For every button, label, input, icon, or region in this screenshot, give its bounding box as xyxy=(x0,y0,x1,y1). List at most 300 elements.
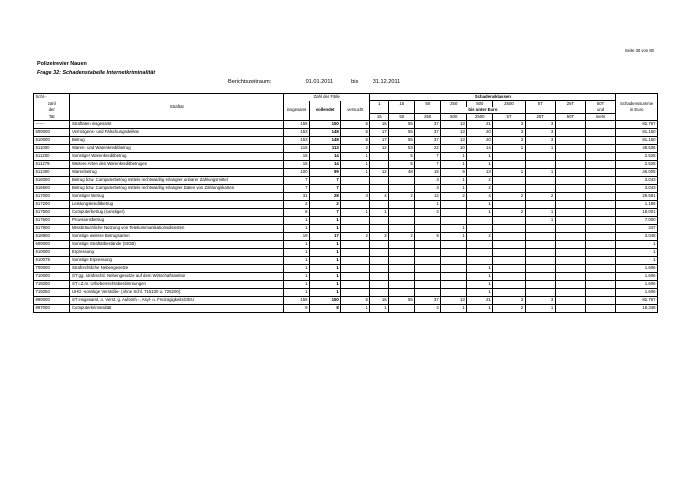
row-damage-class-9 xyxy=(586,225,616,233)
row-damage-sum: 1 xyxy=(616,249,658,257)
table-row xyxy=(34,233,658,241)
row-damage-class-7 xyxy=(525,201,555,209)
row-key: 511279 xyxy=(34,161,70,169)
row-damage-class-5: 21 xyxy=(467,297,493,305)
row-completed: 1 xyxy=(310,225,341,233)
row-damage-class-8 xyxy=(555,265,585,273)
row-attempted xyxy=(341,177,370,185)
row-damage-class-6: 2 xyxy=(493,305,525,313)
row-damage-class-8 xyxy=(555,185,585,193)
damage-table xyxy=(33,93,658,313)
row-damage-class-1 xyxy=(370,249,389,257)
row-damage-class-4 xyxy=(441,265,467,273)
table-row xyxy=(34,273,658,281)
row-attempted xyxy=(341,273,370,281)
row-damage-class-6: 3 xyxy=(493,297,525,305)
header-total: insgesamt xyxy=(284,107,310,114)
row-completed: 1 xyxy=(310,257,341,265)
row-damage-class-2 xyxy=(389,177,415,185)
row-attempted xyxy=(341,217,370,225)
row-attempted: 5 xyxy=(341,121,370,129)
row-damage-class-7: 3 xyxy=(525,129,555,137)
row-damage-class-4: 13 xyxy=(441,137,467,145)
row-damage-class-8 xyxy=(555,153,585,161)
row-damage-class-9 xyxy=(586,153,616,161)
row-damage-class-7 xyxy=(525,257,555,265)
row-attempted xyxy=(341,225,370,233)
header-sum-spacer xyxy=(616,114,658,121)
row-damage-sum: 81.160 xyxy=(616,137,658,145)
header-damage-classes: Schadensklassen xyxy=(370,94,616,101)
row-damage-class-7 xyxy=(525,161,555,169)
row-completed: 1 xyxy=(310,217,341,225)
row-damage-class-6 xyxy=(493,289,525,297)
row-damage-sum: 1 xyxy=(616,257,658,265)
row-key: 715000 xyxy=(34,281,70,289)
table-row xyxy=(34,137,658,145)
row-attempted xyxy=(341,265,370,273)
table-row xyxy=(34,193,658,201)
row-damage-class-5: 20 xyxy=(467,137,493,145)
row-key: 610000 xyxy=(34,249,70,257)
row-damage-class-3: 7 xyxy=(415,161,441,169)
row-total: 1 xyxy=(284,257,310,265)
row-key: 511300 xyxy=(34,169,70,177)
row-damage-class-9 xyxy=(586,129,616,137)
row-damage-sum: 1.606 xyxy=(616,281,658,289)
organization-name: Polizeirevier Nauen xyxy=(37,61,87,67)
row-damage-class-2 xyxy=(389,217,415,225)
row-damage-class-5: 1 xyxy=(467,201,493,209)
header-upper-8: 50T xyxy=(555,114,585,121)
row-damage-class-4: 1 xyxy=(441,153,467,161)
row-total: 153 xyxy=(284,137,310,145)
row-damage-class-1 xyxy=(370,281,389,289)
header-und: und xyxy=(586,107,616,114)
row-damage-class-4: 10 xyxy=(441,145,467,153)
row-damage-class-1 xyxy=(370,257,389,265)
row-damage-class-5: 20 xyxy=(467,129,493,137)
row-offense: Missbräuchliche Nutzung von Telekommunikationsdiensten xyxy=(70,225,284,233)
table-row xyxy=(34,249,658,257)
table-row xyxy=(34,185,658,193)
row-damage-class-5: 2 xyxy=(467,185,493,193)
header-sum-line3: in Euro xyxy=(616,107,658,114)
header-lower-3: 50 xyxy=(415,101,441,108)
row-damage-sum: 3.043 xyxy=(616,185,658,193)
row-damage-class-2: 55 xyxy=(389,129,415,137)
row-damage-class-4 xyxy=(441,281,467,289)
row-damage-class-5: 1 xyxy=(467,153,493,161)
row-damage-class-6 xyxy=(493,241,525,249)
row-damage-class-9 xyxy=(586,257,616,265)
row-damage-class-5: 13 xyxy=(467,169,493,177)
row-damage-class-3: 15 xyxy=(415,169,441,177)
row-total: 15 xyxy=(284,161,310,169)
row-completed: 99 xyxy=(310,169,341,177)
header-total-spacer xyxy=(284,114,310,121)
row-damage-sum: 1.606 xyxy=(616,289,658,297)
row-offense: Strafrechtliche Nebengesetze xyxy=(70,265,284,273)
row-attempted: 1 xyxy=(341,153,370,161)
row-damage-class-1: 17 xyxy=(370,129,389,137)
header-completed-spacer xyxy=(310,114,341,121)
row-damage-class-3: 12 xyxy=(415,193,441,201)
row-damage-class-9 xyxy=(586,201,616,209)
header-upper-9: mehr xyxy=(586,114,616,121)
header-upper-5: 2500 xyxy=(467,114,493,121)
row-damage-class-7: 1 xyxy=(525,305,555,313)
row-damage-class-4: 1 xyxy=(441,185,467,193)
row-damage-class-1 xyxy=(370,161,389,169)
row-damage-class-2: 2 xyxy=(389,193,415,201)
header-offense: Straftat xyxy=(70,94,284,121)
row-damage-class-6: 2 xyxy=(493,209,525,217)
row-damage-class-8 xyxy=(555,209,585,217)
row-damage-class-4 xyxy=(441,273,467,281)
header-cases: Zahl der Fälle xyxy=(284,94,370,101)
row-damage-class-8 xyxy=(555,145,585,153)
row-key: 710000 xyxy=(34,273,70,281)
row-damage-class-7 xyxy=(525,153,555,161)
row-damage-class-5 xyxy=(467,241,493,249)
row-attempted: 1 xyxy=(341,161,370,169)
row-damage-class-9 xyxy=(586,145,616,153)
header-lower-8: 25T xyxy=(555,101,585,108)
row-attempted xyxy=(341,281,370,289)
row-total: 153 xyxy=(284,129,310,137)
row-damage-class-4 xyxy=(441,257,467,265)
header-upper-7: 25T xyxy=(525,114,555,121)
row-damage-class-6 xyxy=(493,185,525,193)
row-damage-class-2 xyxy=(389,265,415,273)
row-damage-class-2 xyxy=(389,249,415,257)
row-damage-class-1 xyxy=(370,289,389,297)
row-damage-class-7 xyxy=(525,265,555,273)
row-damage-class-6 xyxy=(493,161,525,169)
row-damage-class-4 xyxy=(441,201,467,209)
row-damage-class-9 xyxy=(586,217,616,225)
row-damage-class-7 xyxy=(525,177,555,185)
row-key: 700000 xyxy=(34,265,70,273)
table-row xyxy=(34,265,658,273)
row-key: 516000 xyxy=(34,177,70,185)
row-damage-sum: 2.528 xyxy=(616,161,658,169)
row-damage-class-4 xyxy=(441,289,467,297)
row-damage-class-9 xyxy=(586,265,616,273)
row-damage-class-5: 14 xyxy=(467,145,493,153)
row-damage-class-4: 1 xyxy=(441,233,467,241)
table-row xyxy=(34,161,658,169)
row-completed: 7 xyxy=(310,209,341,217)
row-damage-class-9 xyxy=(586,121,616,129)
row-damage-class-2: 48 xyxy=(389,169,415,177)
row-total: 7 xyxy=(284,185,310,193)
row-offense: Sonstige Erpressung xyxy=(70,257,284,265)
row-offense: Computerbetrug (sonstiger) xyxy=(70,209,284,217)
row-damage-class-3: 2 xyxy=(415,209,441,217)
row-damage-class-7: 1 xyxy=(525,145,555,153)
row-attempted: 5 xyxy=(341,297,370,305)
table-row xyxy=(34,225,658,233)
period-label: Berichtszeitraum: xyxy=(228,79,272,85)
row-completed: 2 xyxy=(310,201,341,209)
row-key: 517500 xyxy=(34,209,70,217)
period-from: 01.01.2011 xyxy=(305,79,334,85)
row-total: 1 xyxy=(284,225,310,233)
row-damage-class-3 xyxy=(415,241,441,249)
row-completed: 148 xyxy=(310,137,341,145)
row-attempted: 2 xyxy=(341,145,370,153)
row-damage-class-6: 3 xyxy=(493,137,525,145)
row-damage-class-7: 2 xyxy=(525,193,555,201)
row-damage-class-6: 3 xyxy=(493,129,525,137)
reporting-period xyxy=(228,79,400,85)
row-offense: ST insgesamt, o. Verst. g. Aufenth.-, Asyl- u. FreizügigkeitsG/EU xyxy=(70,297,284,305)
row-damage-class-6 xyxy=(493,201,525,209)
row-damage-class-9 xyxy=(586,241,616,249)
row-offense: Weitere Arten des Warenkreditbetruges xyxy=(70,161,284,169)
row-damage-class-5: 1 xyxy=(467,305,493,313)
row-offense: Waren- und Warenkreditbetrug xyxy=(70,145,284,153)
row-damage-class-2 xyxy=(389,273,415,281)
row-key: 890000 xyxy=(34,297,70,305)
row-damage-class-1 xyxy=(370,185,389,193)
row-damage-class-1: 16 xyxy=(370,297,389,305)
table-row xyxy=(34,177,658,185)
row-damage-class-8 xyxy=(555,193,585,201)
row-damage-class-6 xyxy=(493,225,525,233)
row-damage-class-3: 3 xyxy=(415,177,441,185)
table-row xyxy=(34,241,658,249)
header-key-line1: Schl.- xyxy=(34,94,70,101)
row-total: 7 xyxy=(284,177,310,185)
row-key: ------ xyxy=(34,121,70,129)
row-damage-class-8 xyxy=(555,129,585,137)
row-damage-sum: 46.005 xyxy=(616,169,658,177)
row-total: 1 xyxy=(284,289,310,297)
header-lower-1: 1 xyxy=(370,101,389,108)
row-damage-class-7 xyxy=(525,249,555,257)
row-total: 155 xyxy=(284,297,310,305)
row-damage-class-8 xyxy=(555,233,585,241)
row-damage-class-8 xyxy=(555,169,585,177)
row-attempted: 3 xyxy=(341,193,370,201)
row-damage-class-3: 7 xyxy=(415,153,441,161)
row-damage-class-3: 37 xyxy=(415,137,441,145)
row-damage-class-3 xyxy=(415,249,441,257)
row-damage-class-5: 1 xyxy=(467,209,493,217)
row-completed: 148 xyxy=(310,129,341,137)
row-total: 1 xyxy=(284,281,310,289)
row-damage-sum: 7.000 xyxy=(616,217,658,225)
row-damage-class-9 xyxy=(586,249,616,257)
row-damage-class-8 xyxy=(555,297,585,305)
row-damage-class-7 xyxy=(525,233,555,241)
row-damage-class-6 xyxy=(493,281,525,289)
header-lower-6: 2500 xyxy=(493,101,525,108)
row-damage-class-5: 2 xyxy=(467,233,493,241)
row-damage-sum: 82.767 xyxy=(616,121,658,129)
row-damage-class-8 xyxy=(555,241,585,249)
row-damage-sum: 1.606 xyxy=(616,265,658,273)
row-damage-class-1 xyxy=(370,153,389,161)
row-damage-class-3: 3 xyxy=(415,185,441,193)
row-damage-class-7 xyxy=(525,225,555,233)
row-damage-class-9 xyxy=(586,233,616,241)
row-completed: 1 xyxy=(310,249,341,257)
row-damage-class-7 xyxy=(525,281,555,289)
row-attempted xyxy=(341,289,370,297)
row-damage-class-2: 55 xyxy=(389,137,415,145)
row-damage-class-9 xyxy=(586,185,616,193)
row-attempted: 1 xyxy=(341,305,370,313)
row-damage-class-6 xyxy=(493,153,525,161)
row-damage-class-9 xyxy=(586,193,616,201)
row-damage-class-9 xyxy=(586,177,616,185)
row-damage-class-2 xyxy=(389,201,415,209)
row-damage-sum: 2.528 xyxy=(616,153,658,161)
row-completed: 1 xyxy=(310,265,341,273)
row-offense: Betrug xyxy=(70,137,284,145)
row-damage-class-5: 1 xyxy=(467,265,493,273)
row-attempted: 1 xyxy=(341,169,370,177)
row-damage-sum: 3.043 xyxy=(616,177,658,185)
row-damage-sum: 3.048 xyxy=(616,233,658,241)
row-key: 517000 xyxy=(34,193,70,201)
row-damage-class-6: 3 xyxy=(493,121,525,129)
row-damage-class-5: 1 xyxy=(467,161,493,169)
row-damage-sum: 18.001 xyxy=(616,209,658,217)
row-completed: 17 xyxy=(310,233,341,241)
row-total: 15 xyxy=(284,153,310,161)
row-damage-class-6: 2 xyxy=(493,193,525,201)
row-key: 500000 xyxy=(34,129,70,137)
row-damage-sum: 82.767 xyxy=(616,297,658,305)
row-damage-class-2: 5 xyxy=(389,153,415,161)
row-offense: Betrug bzw. Computerbetrug mittels rechtswidrig erlangter unbarer Zahlungsmittel xyxy=(70,177,284,185)
row-key: 897000 xyxy=(34,305,70,313)
row-damage-class-4: 2 xyxy=(441,193,467,201)
row-damage-class-1 xyxy=(370,225,389,233)
row-damage-class-7: 3 xyxy=(525,137,555,145)
header-attempted: versucht xyxy=(341,107,370,114)
row-damage-class-8 xyxy=(555,273,585,281)
row-damage-class-7 xyxy=(525,185,555,193)
row-damage-class-1 xyxy=(370,201,389,209)
row-damage-class-8 xyxy=(555,257,585,265)
row-offense: Straftaten insgesamt xyxy=(70,121,284,129)
table-row xyxy=(34,209,658,217)
row-damage-class-8 xyxy=(555,201,585,209)
row-damage-class-1: 1 xyxy=(370,305,389,313)
row-damage-class-9 xyxy=(586,161,616,169)
row-damage-sum: 1 xyxy=(616,241,658,249)
row-damage-class-6 xyxy=(493,257,525,265)
row-damage-class-1 xyxy=(370,241,389,249)
row-damage-class-3: 37 xyxy=(415,129,441,137)
row-damage-class-9 xyxy=(586,305,616,313)
row-damage-sum: 48.536 xyxy=(616,145,658,153)
row-completed: 1 xyxy=(310,289,341,297)
row-damage-class-2 xyxy=(389,257,415,265)
table-row xyxy=(34,169,658,177)
row-offense: ST gg. strafrechtl. Nebengesetze auf dem Wirtschaftssektor xyxy=(70,273,284,281)
row-damage-class-2 xyxy=(389,225,415,233)
row-damage-class-2: 55 xyxy=(389,121,415,129)
row-completed: 1 xyxy=(310,281,341,289)
header-key-line4: Tat xyxy=(34,114,70,121)
row-attempted: 1 xyxy=(341,209,370,217)
row-total: 1 xyxy=(284,249,310,257)
row-damage-class-2 xyxy=(389,185,415,193)
row-damage-class-8 xyxy=(555,225,585,233)
row-damage-class-1 xyxy=(370,265,389,273)
table-row xyxy=(34,201,658,209)
row-damage-class-6 xyxy=(493,249,525,257)
page-number: Seite 30 von 80 xyxy=(624,48,654,53)
row-damage-class-3: 1 xyxy=(415,201,441,209)
table-row xyxy=(34,305,658,313)
row-damage-class-8 xyxy=(555,177,585,185)
header-upper-3: 250 xyxy=(415,114,441,121)
row-damage-class-8 xyxy=(555,217,585,225)
row-damage-class-3 xyxy=(415,257,441,265)
row-key: 517600 xyxy=(34,217,70,225)
row-damage-class-3 xyxy=(415,225,441,233)
row-total: 155 xyxy=(284,121,310,129)
row-total: 2 xyxy=(284,201,310,209)
header-upper-6: 5T xyxy=(493,114,525,121)
row-key: 518900 xyxy=(34,233,70,241)
row-attempted: 5 xyxy=(341,129,370,137)
header-bis-unter-euro: bis unter Euro xyxy=(441,107,525,114)
row-damage-class-4: 1 xyxy=(441,305,467,313)
row-damage-class-1 xyxy=(370,273,389,281)
table-row xyxy=(34,153,658,161)
row-damage-class-4 xyxy=(441,209,467,217)
row-damage-class-2: 2 xyxy=(389,233,415,241)
row-offense: ST i.Z.m. Urheberrechtsbestimmungen xyxy=(70,281,284,289)
row-attempted xyxy=(341,201,370,209)
row-attempted xyxy=(341,257,370,265)
row-key: 517900 xyxy=(34,225,70,233)
period-to: 31.12.2011 xyxy=(372,79,401,85)
document-title: Frage 32: Schadenstabelle Internetkriminalität xyxy=(37,70,156,76)
row-damage-class-8 xyxy=(555,305,585,313)
row-attempted: 5 xyxy=(341,137,370,145)
row-damage-class-7: 1 xyxy=(525,169,555,177)
row-damage-class-2 xyxy=(389,241,415,249)
row-damage-class-2: 5 xyxy=(389,161,415,169)
row-key: 610079 xyxy=(34,257,70,265)
row-damage-class-2 xyxy=(389,281,415,289)
row-damage-class-1: 4 xyxy=(370,193,389,201)
row-damage-class-3: 37 xyxy=(415,297,441,305)
row-total: 19 xyxy=(284,233,310,241)
row-offense: Betrug bzw. Computerbetrug mittels rechtswidrig erlangter Daten von Zahlungskarten xyxy=(70,185,284,193)
row-offense: Sonstige weitere Betrugsarten xyxy=(70,233,284,241)
row-damage-class-7: 3 xyxy=(525,297,555,305)
row-offense: Sonstiger Warenkreditbetrug xyxy=(70,153,284,161)
row-total: 9 xyxy=(284,305,310,313)
row-damage-class-8 xyxy=(555,289,585,297)
row-key: 510000 xyxy=(34,137,70,145)
row-damage-class-4 xyxy=(441,241,467,249)
row-damage-class-1: 12 xyxy=(370,169,389,177)
row-damage-class-6 xyxy=(493,177,525,185)
row-total: 1 xyxy=(284,241,310,249)
